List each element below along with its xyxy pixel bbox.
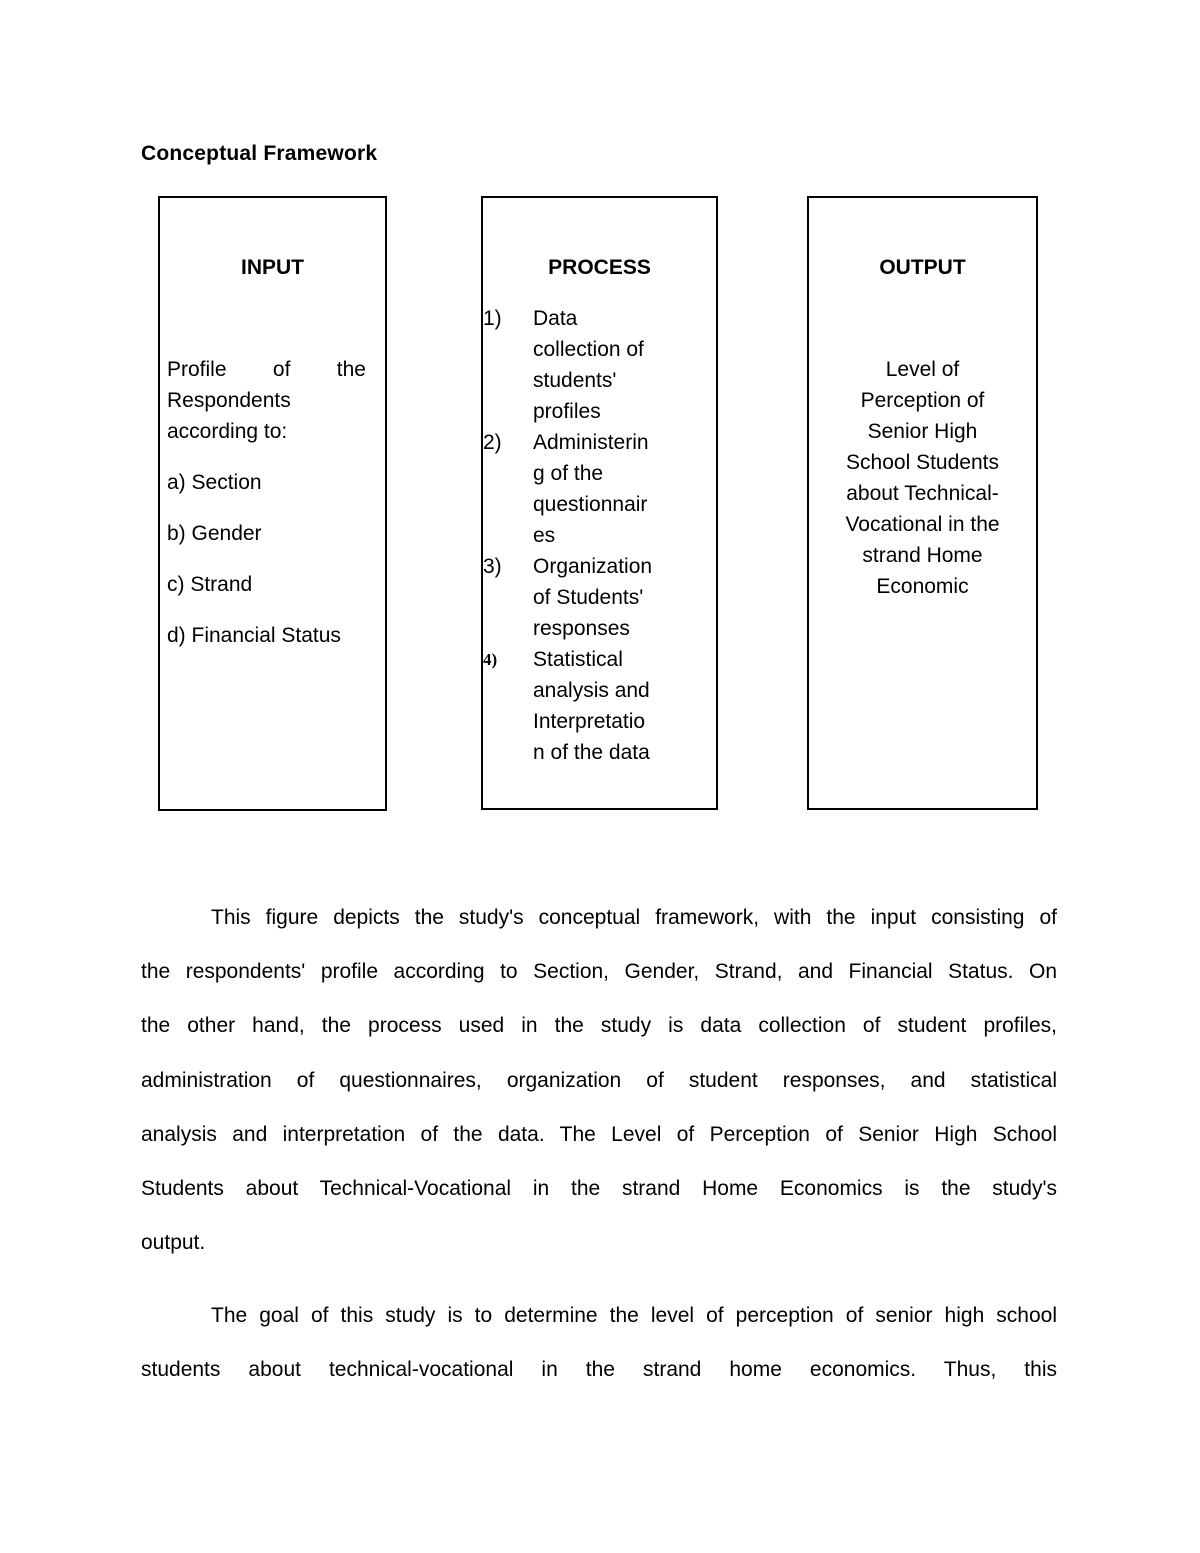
process-item-line: Organization xyxy=(533,555,653,578)
process-item-line: analysis and xyxy=(533,679,650,702)
input-intro-line: according to: xyxy=(167,420,288,443)
page-heading: Conceptual Framework xyxy=(141,142,378,165)
process-item-line: es xyxy=(533,524,556,547)
output-line: Vocational in the xyxy=(845,513,1000,536)
input-intro-word: the xyxy=(336,358,366,381)
output-line: Perception of xyxy=(860,389,985,412)
process-item-line: Interpretatio xyxy=(533,710,646,733)
paragraph-line: The goal of this study is to determine the level of perception of senior high school xyxy=(211,1304,1057,1327)
process-item-line: collection of xyxy=(533,338,644,361)
paragraph-line: analysis and interpretation of the data. The Level of Perception of Senior High School xyxy=(141,1122,1057,1146)
output-line: about Technical- xyxy=(846,482,999,505)
output-line: Senior High xyxy=(867,420,978,443)
process-item-line: questionnair xyxy=(533,493,648,516)
input-intro-word: Profile xyxy=(167,358,227,381)
output-box xyxy=(807,196,1038,810)
process-item-line: Statistical xyxy=(533,648,623,671)
process-item xyxy=(483,551,705,644)
input-item-strand: c) Strand xyxy=(167,573,253,596)
output-title: OUTPUT xyxy=(879,256,966,279)
input-box xyxy=(158,196,387,811)
process-item xyxy=(483,644,705,768)
paragraph-2 xyxy=(141,1289,1057,1397)
output-line: Level of xyxy=(885,358,960,381)
output-line: School Students xyxy=(846,451,999,474)
process-item-number: 3) xyxy=(483,555,502,578)
output-line: strand Home xyxy=(862,544,983,567)
process-item-line: n of the data xyxy=(533,741,650,764)
paragraph-line: administration of questionnaires, organization of student responses, and statistical xyxy=(141,1068,1057,1092)
process-item xyxy=(483,427,705,551)
process-item-number: 1) xyxy=(483,307,502,330)
process-item-number: 4) xyxy=(483,650,498,669)
process-item-line: responses xyxy=(533,617,630,640)
process-item-line: students' xyxy=(533,369,617,392)
process-list xyxy=(483,303,705,768)
paragraph-line: output. xyxy=(141,1231,206,1255)
process-item-line: of Students' xyxy=(533,586,644,609)
paragraph-1 xyxy=(141,891,1057,1270)
process-title: PROCESS xyxy=(548,256,651,279)
process-item xyxy=(483,303,705,427)
paragraph-line: This figure depicts the study's conceptual framework, with the input consisting of xyxy=(211,906,1057,929)
input-intro-word: of xyxy=(272,358,291,381)
paragraph-line: students about technical-vocational in the strand home economics. Thus, this xyxy=(141,1358,1057,1382)
paragraph-line: Students about Technical-Vocational in the strand Home Economics is the study's xyxy=(141,1177,1057,1201)
input-intro xyxy=(167,354,366,447)
process-item-number: 2) xyxy=(483,431,502,454)
output-line: Economic xyxy=(876,575,969,598)
input-item-section: a) Section xyxy=(167,471,262,494)
input-item-gender: b) Gender xyxy=(167,522,262,545)
input-title: INPUT xyxy=(241,256,304,279)
input-item-financial-status: d) Financial Status xyxy=(167,624,341,647)
process-item-line: g of the xyxy=(533,462,604,485)
paragraph-line: the other hand, the process used in the study is data collection of student profiles, xyxy=(141,1014,1057,1038)
process-item-line: Data xyxy=(533,307,578,330)
output-body xyxy=(809,354,1036,602)
process-box xyxy=(481,196,718,810)
input-body xyxy=(167,354,366,651)
process-item-line: Administerin xyxy=(533,431,649,454)
paragraph-line: the respondents' profile according to Section, Gender, Strand, and Financial Status. On xyxy=(141,960,1057,984)
input-intro-line: Respondents xyxy=(167,389,291,412)
process-item-line: profiles xyxy=(533,400,601,423)
